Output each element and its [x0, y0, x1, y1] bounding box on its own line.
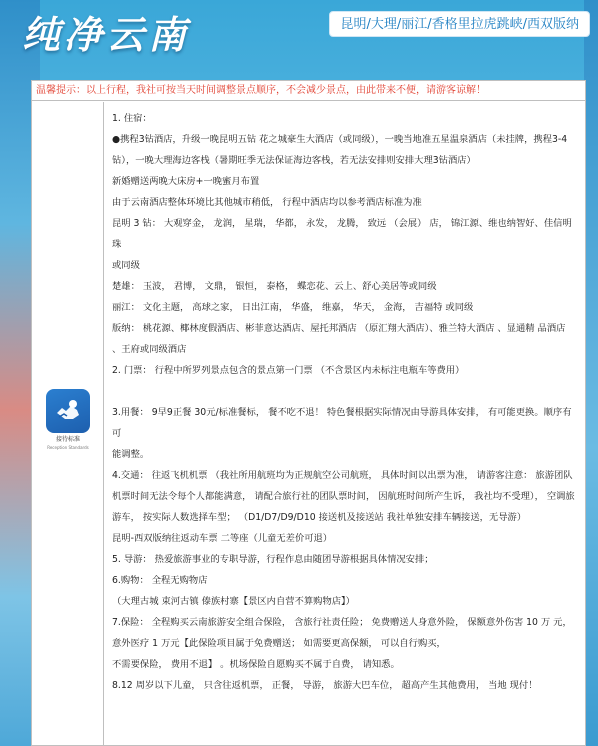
content-line: 楚雄： 玉波， 君博， 文鼎， 银恒， 泰格， 蝶恋花、云上、舒心美居等或同级 — [112, 281, 437, 292]
brand-title: 纯净云南 — [22, 12, 191, 57]
content-line: 3.用餐： 9早9正餐 30元/标准餐标， 餐不吃不退！ 特色餐根据实际情况由导游具体安排， 有可能更换。顺序有可 — [112, 407, 572, 439]
content-line: 6.购物： 全程无购物店 — [112, 575, 208, 586]
content-line: 意外医疗 1 万元【此保险项目属于免费赠送； 如需要更高保额， 可以自行购买， — [112, 638, 446, 649]
itinerary-card — [31, 80, 586, 746]
notice-banner: 温馨提示：以上行程，我社可按当天时间调整景点顺序，不会减少景点，由此带来不便，请游客谅解！ — [32, 81, 585, 101]
section-label: 接待标准 — [55, 436, 80, 443]
content-line: 昆明-西双版纳往返动车票 二等座（儿童无差价可退） — [112, 533, 333, 544]
content-line: 、王府或同级酒店 — [112, 344, 187, 355]
content-line: 或同级 — [112, 260, 140, 271]
content-line: ●携程3钻酒店，升级一晚昆明五钻 花之城豪生大酒店（或同级），一晚当地准五星温泉酒店（未挂牌，携程3-4 — [112, 134, 568, 145]
content-line: 机票时间无法令每个人都能满意， 请配合旅行社的团队票时间， 因航班时间所产生诉， 我社均不受理）， 空调旅 — [112, 491, 575, 502]
section-label-column — [32, 102, 104, 745]
content-line: 昆明 3 钻： 大观穿金， 龙润， 星瑞， 华都， 永发， 龙腾， 致远 （会展） 店， 锦江源、维也纳智好、佳信明 珠 — [112, 218, 572, 250]
content-line: 7.保险： 全程购买云南旅游安全组合保险， 含旅行社责任险； 免费赠送人身意外险， 保额意外伤害 10 万 元， — [112, 617, 572, 628]
content-line: 版纳： 桃花源、椰林度假酒店、彬菲意达酒店、屋托邦酒店 （原汇翔大酒店）、雅兰特大酒店 、显通精 品酒店 — [112, 323, 566, 334]
content-line: （大理古城 束河古镇 傣族村寨【景区内自营不算购物店】） — [112, 596, 355, 607]
background-right-scenery — [584, 0, 598, 746]
section-label-en: Reception Standards — [47, 445, 89, 450]
content-line: 8.12 周岁以下儿童， 只含往返机票， 正餐， 导游， 旅游大巴车位， 超高产生其他费用， 当地 现付！ — [112, 680, 538, 691]
header — [0, 0, 598, 57]
content-line: 2. 门票： 行程中所罗列景点包含的景点第一门票 （不含景区内未标注电瓶车等费用） — [112, 365, 465, 376]
content-line: 新婚赠送两晚大床房+一晚蜜月布置 — [112, 176, 260, 187]
route-pill: 昆明/大理/丽江/香格里拉虎跳峡/西双版纳 — [329, 11, 590, 37]
standards-content — [112, 108, 579, 745]
content-line: 由于云南酒店整体环境比其他城市稍低， 行程中酒店均以参考酒店标准为准 — [112, 197, 422, 208]
content-line: 1. 住宿： — [112, 113, 152, 124]
content-line: 4.交通： 往返飞机机票 （我社所用航班均为正规航空公司航班， 具体时间以出票为准， 请游客注意： 旅游团队 — [112, 470, 573, 481]
content-line: 游车， 按实际人数选择车型； （D1/D7/D9/D10 接送机及接送站 我社单独安排车辆接送，无导游） — [112, 512, 527, 523]
content-line: 钻），一晚大理海边客栈（暑期旺季无法保证海边客栈，若无法安排则安排大理3钻酒店） — [112, 155, 476, 166]
content-line: 不需要保险， 费用不退】 。机场保险自愿购买不属于自费， 请知悉。 — [112, 659, 400, 670]
content-line — [112, 381, 579, 402]
standards-icon — [46, 389, 90, 433]
content-line: 丽江： 文化主题， 高球之家， 日出江南， 华盛， 维嘉， 华天， 金海， 吉福特 或同级 — [112, 302, 474, 313]
content-line: 5. 导游： 热爱旅游事业的专职导游，行程作息由随团导游根据具体情况安排； — [112, 554, 434, 565]
content-line: 能调整。 — [112, 449, 150, 460]
standards-section — [32, 102, 585, 745]
